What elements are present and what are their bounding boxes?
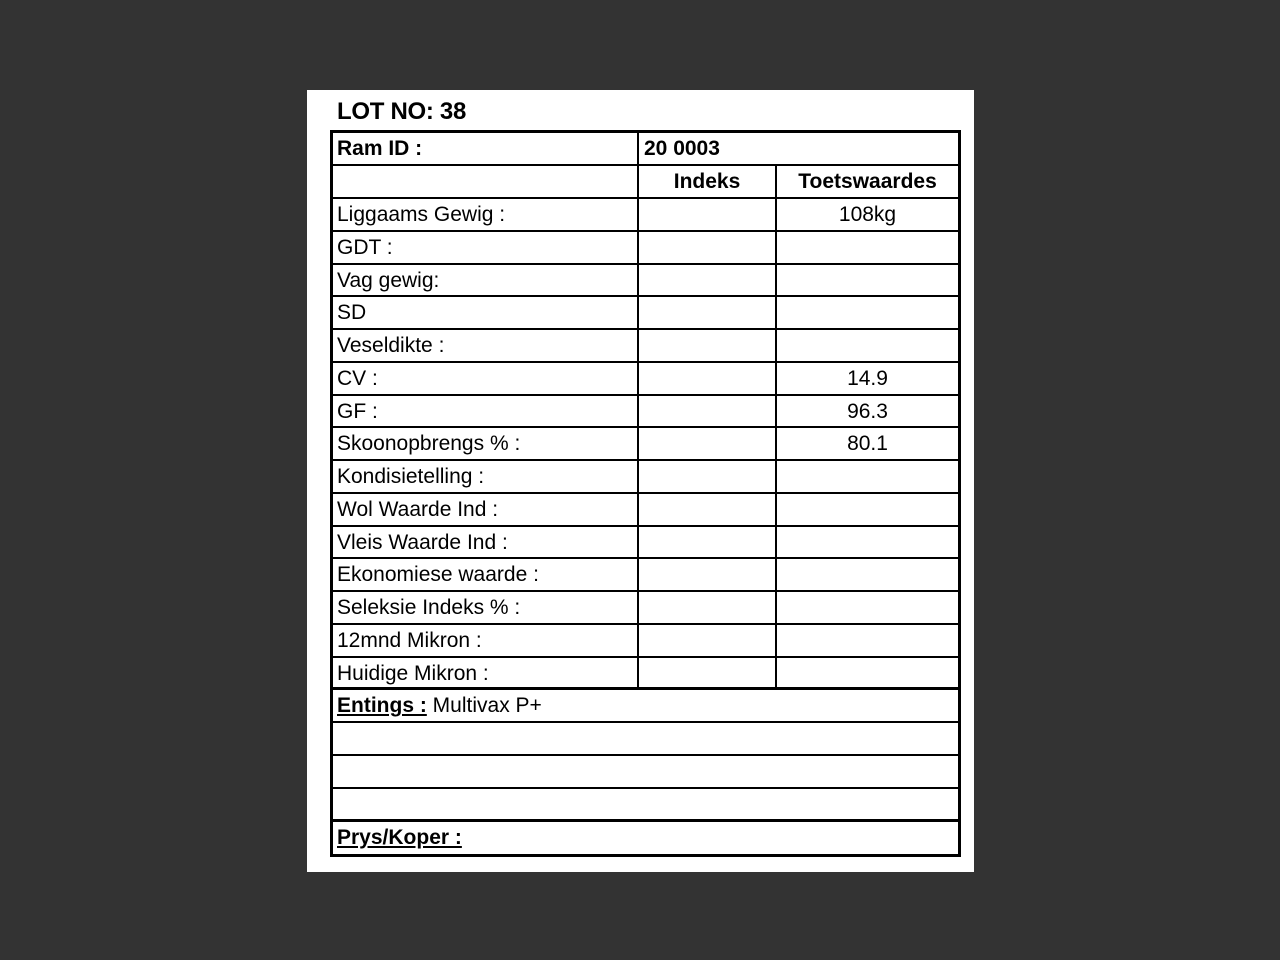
entings-value: Multivax P+ [432,694,542,717]
row-index [639,232,777,263]
row-value [777,232,958,263]
table-row [333,658,958,691]
table-row [333,199,958,232]
row-label: Kondisietelling : [333,461,639,492]
row-value: 80.1 [847,432,888,456]
row-value [777,559,958,590]
row-index [639,592,777,623]
table-row [333,461,958,494]
row-value [777,461,958,492]
row-value: 14.9 [847,366,888,390]
prys-koper-row [333,822,958,854]
ram-id-label: Ram ID : [333,133,639,164]
column-header-values: Toetswaardes [798,170,937,193]
row-index [639,297,777,328]
row-index [639,559,777,590]
entings-label: Entings : [337,694,427,717]
row-index [639,494,777,525]
row-label: Liggaams Gewig : [333,199,639,230]
row-label: Vleis Waarde Ind : [333,527,639,558]
row-label: Vag gewig: [333,265,639,296]
row-label: Ekonomiese waarde : [333,559,639,590]
row-label: Seleksie Indeks % : [333,592,639,623]
table-row [333,330,958,363]
row-label: Wol Waarde Ind : [333,494,639,525]
row-label: 12mnd Mikron : [333,625,639,656]
row-value [777,297,958,328]
row-label: Skoonopbrengs % : [333,428,639,459]
row-index [639,428,777,459]
entings-cell [333,690,958,721]
ram-id-row [333,133,958,166]
row-index [639,265,777,296]
row-label: CV : [333,363,639,394]
row-value [777,592,958,623]
row-index [639,396,777,427]
column-header-row [333,166,958,199]
table-row [333,297,958,330]
table-row [333,363,958,396]
row-label: GF : [333,396,639,427]
lot-sheet [307,90,974,872]
table-row [333,559,958,592]
table-row [333,428,958,461]
ram-id-value: 20 0003 [644,137,720,160]
table-row [333,494,958,527]
table-row [333,265,958,298]
column-header-empty [333,166,639,197]
row-index [639,527,777,558]
table-row [333,625,958,658]
row-label: Huidige Mikron : [333,658,639,688]
blank-row [333,756,958,789]
row-index [639,658,777,688]
entings-row [333,690,958,723]
row-value [777,625,958,656]
row-value: 108kg [838,203,897,226]
row-value [777,330,958,361]
row-index [639,625,777,656]
row-label: SD [333,297,639,328]
row-label: Veseldikte : [333,330,639,361]
row-label: GDT : [333,232,639,263]
table-row [333,232,958,265]
row-index [639,461,777,492]
row-index [639,363,777,394]
row-index [639,330,777,361]
row-value [777,494,958,525]
ram-data-table [330,130,961,857]
prys-koper-cell [333,822,958,854]
table-row [333,592,958,625]
blank-row [333,789,958,822]
table-row [333,527,958,560]
row-value [777,527,958,558]
row-value [777,658,958,688]
column-header-index: Indeks [639,166,777,197]
table-row [333,396,958,429]
row-value: 96.3 [847,399,888,423]
row-value [777,265,958,296]
blank-row [333,723,958,756]
lot-title: LOT NO: 38 [337,98,467,125]
row-index [639,199,777,230]
prys-koper-label: Prys/Koper : [337,826,462,849]
